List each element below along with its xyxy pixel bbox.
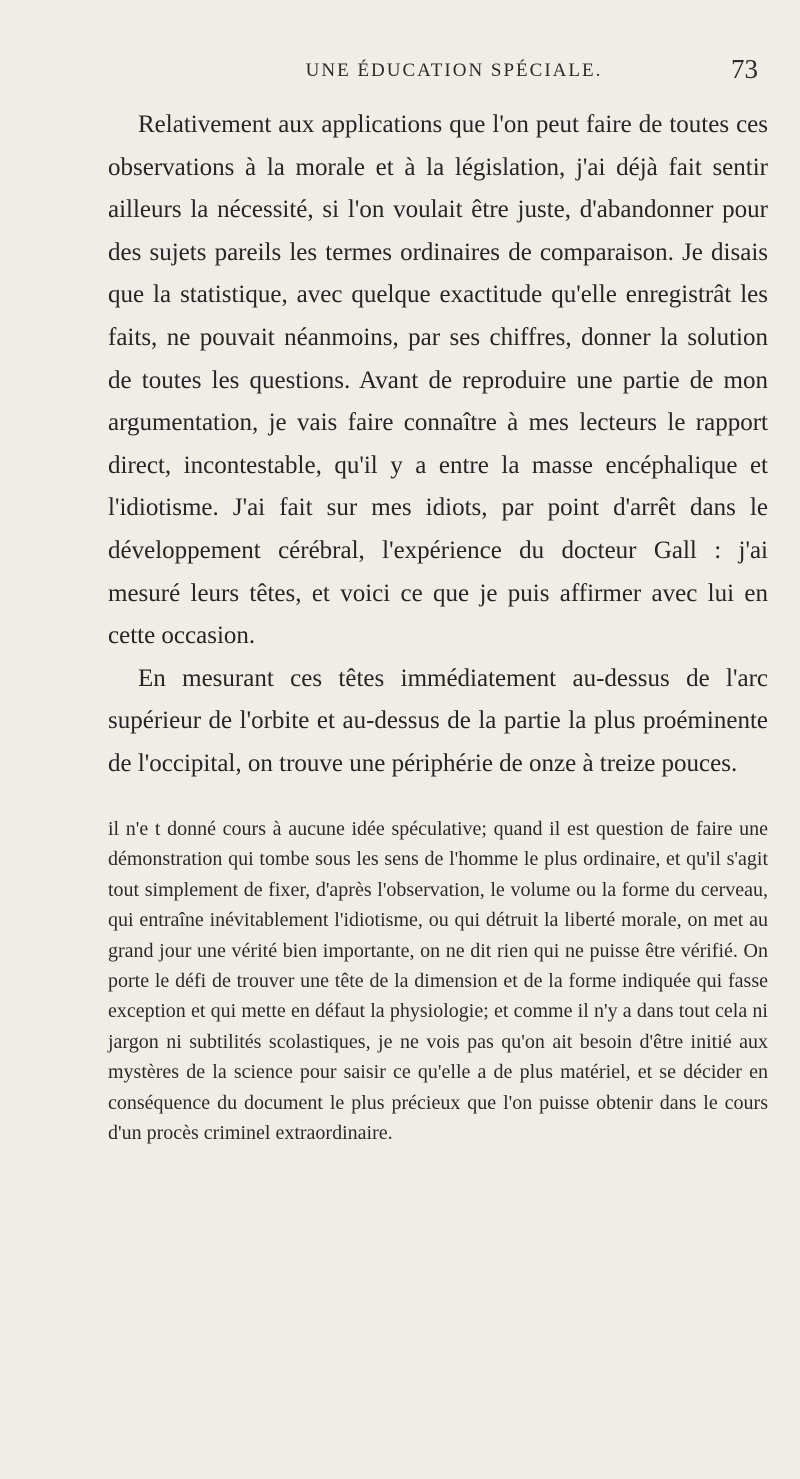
running-title: UNE ÉDUCATION SPÉCIALE. <box>305 60 603 81</box>
page-number: 73 <box>731 54 758 84</box>
paragraph: Relativement aux applications que l'on peut faire de toutes ces observations à la morale et à la législation, j'ai déjà fait sentir ailleurs la nécessité, si l'on voulait être juste, d'abandonner pour des sujets pareils les termes ordinaires de comparaison. Je disais que la statistique, avec quelque exactitude qu'elle enregistrât les faits, ne pouvait néanmoins, par ses chiffres, donner la solution de toutes les questions. Avant de reproduire une partie de mon argumentation, je vais faire connaître à mes lecteurs le rapport direct, incontestable, qu'il y a entre la masse encéphalique et l'idiotisme. J'ai fait sur mes idiots, par point d'arrêt dans le développement cérébral, l'expérience du docteur Gall : j'ai mesuré leurs têtes, et voici ce que je puis affirmer avec lui en cette occasion. <box>108 111 768 650</box>
main-text <box>108 104 768 786</box>
paragraph: En mesurant ces têtes immédiatement au-dessus de l'arc supérieur de l'orbite et au-dessus de la partie la plus proéminente de l'occipital, on trouve une périphérie de onze à treize pouces. <box>108 664 768 777</box>
page-header <box>104 54 764 94</box>
footnote-text: il n'e t donné cours à aucune idée spéculative; quand il est question de faire une démonstration qui tombe sous les sens de l'homme le plus ordinaire, et qu'il s'agit tout simplement de fixer, d'après l'observation, le volume ou la forme du cerveau, qui entraîne inévitablement l'idiotisme, ou qui détruit la liberté morale, on met au grand jour une vérité bien importante, on ne dit rien qui ne puisse être vérifié. On porte le défi de trouver une tête de la dimension et de la forme indiquée qui fasse exception et qui mette en défaut la physiologie; et comme il n'y a dans tout cela ni jargon ni subtilités scolastiques, je ne vois pas qu'on ait besoin d'être initié aux mystères de la science pour saisir ce qu'elle a de plus matériel, et se décider en conséquence du document le plus précieux que l'on puisse obtenir dans le cours d'un procès criminel extraordinaire. <box>108 818 768 1145</box>
footnote <box>108 814 768 1148</box>
